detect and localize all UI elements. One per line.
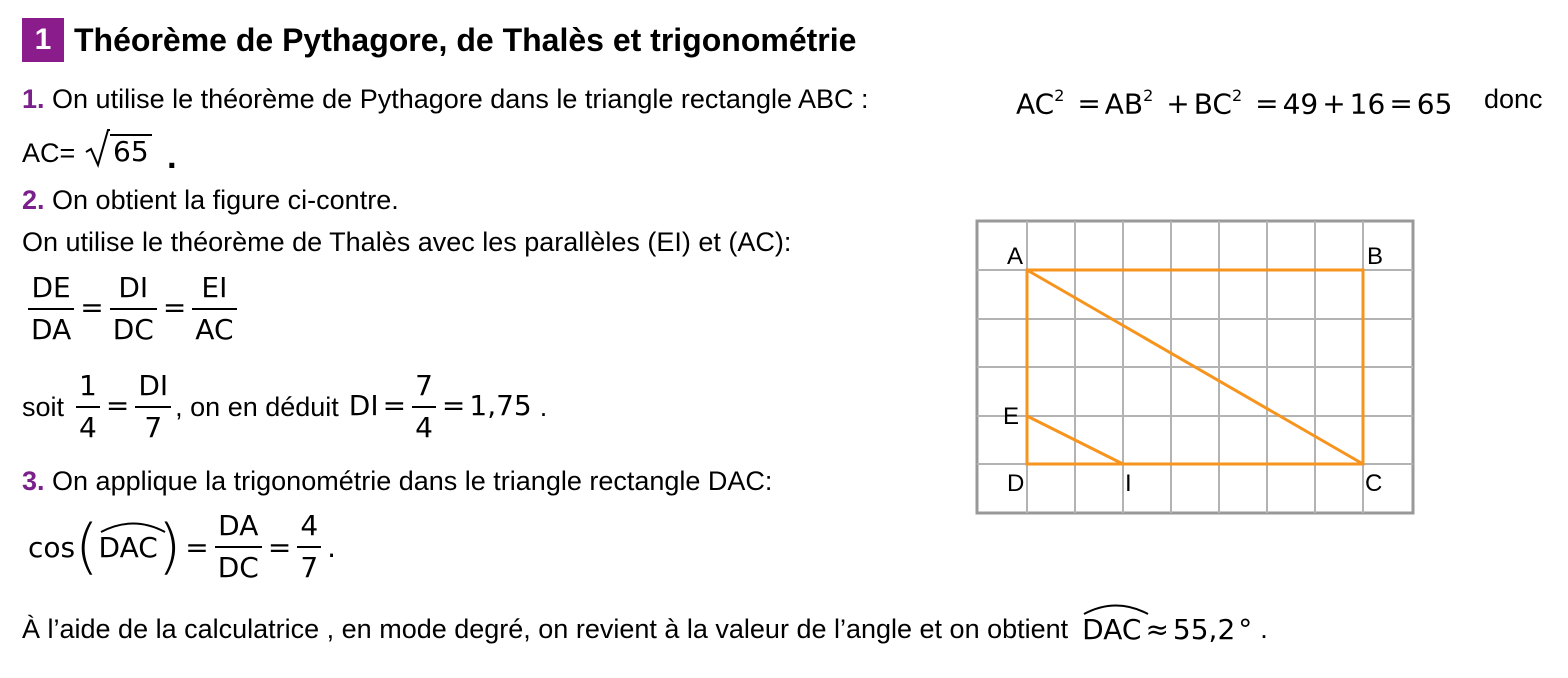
frac-den: 4 [79,411,97,444]
angle-dac-final [1082,613,1141,646]
frac-den: DC [217,551,259,584]
deduit-text: , on en déduit [175,392,339,422]
q1-bc: BC [1193,87,1232,121]
thales-subst: $\frac{1}{4}$ = $\frac{DI}{7}$ [74,366,173,448]
radical-sign-icon [84,128,110,168]
frac-den: 7 [300,551,319,584]
fraction-7-4 [412,366,436,448]
frac-num: DA [218,509,259,542]
sqrt-symbol [84,128,152,168]
q1-donc: donc [1484,84,1543,114]
q1-v1: 49 [1282,87,1319,121]
q1-sqrt [84,128,177,175]
sqrt-radicand: 65 [110,134,152,168]
q1-line2 [22,136,75,170]
label-b: B [1367,243,1384,270]
frac-den: DA [31,313,72,346]
frac-den: 4 [415,411,433,444]
section-number-badge: 1 [22,18,64,62]
q1-number: 1. [22,84,45,114]
angle-text: DAC [98,530,158,564]
q1-plus2: + [1322,87,1346,121]
q1-text: On utilise le théorème de Pythagore dans le triangle rectangle ABC : [44,84,869,114]
label-c: C [1365,470,1383,497]
q1-ab: AB [1104,87,1144,121]
q1-eq2: = [1255,87,1279,121]
q1-exp-bc: 2 [1232,86,1243,105]
thales-ratios: $\frac{DE}{DA}$ = $\frac{DI}{DC}$ = $\frac{EI}{AC}$ [26,268,239,350]
frac-den: 7 [144,411,163,444]
angle-value: 55,2 [1172,612,1236,646]
q4-end-dot: . [1260,614,1268,644]
conclusion-result [1082,613,1252,646]
cos-equation: cos ( DAC ) = $\frac{DA}{DC}$ = $\frac{4}{7}$ . [28,506,336,588]
frac-num: 1 [79,369,97,402]
q1-exp-ac: 2 [1054,86,1065,105]
q1-eq3: = [1389,87,1413,121]
label-e: E [1003,403,1020,430]
fraction-di-dc [110,268,157,350]
fraction-di-7 [135,366,171,448]
q2-end-dot: . [539,392,548,422]
q3-end-dot: . [327,530,337,564]
fraction-da-dc [215,506,262,588]
q2-text: On obtient la figure ci-contre. [44,185,399,215]
frac-den: AC [195,313,234,346]
frac-num: 4 [300,509,319,542]
frac-num: DI [118,271,149,304]
q1-ac-eq: AC= [22,138,76,168]
frac-num: EI [201,271,228,304]
geometry-figure [975,219,1415,520]
q1-plus1: + [1166,87,1190,121]
cos-label: cos [28,530,76,564]
frac-den: DC [112,313,154,346]
q1-eq1: = [1077,87,1101,121]
q1-exp-ab: 2 [1143,86,1154,105]
frac-num: DE [31,271,71,304]
grid-figure-svg [975,219,1415,515]
frac-num: DI [138,369,169,402]
soit-word: soit [22,392,65,422]
label-i: I [1125,470,1132,497]
label-a: A [1007,243,1024,270]
q3-line1 [22,464,772,498]
q1-ac: AC [1016,87,1055,121]
angle-hat-icon [1082,601,1150,615]
conclusion-line [22,612,1268,646]
q3-number: 3. [22,466,45,496]
fraction-4-7 [297,506,321,588]
paren-open: ( [75,512,99,582]
thales-result-line [22,366,547,448]
q1-v3: 65 [1416,87,1453,121]
q1-equation [1016,80,1452,122]
q1-v2: 16 [1349,87,1386,121]
di-value: 1,75 [469,389,532,422]
fraction-de-da [28,268,74,350]
angle-text: DAC [1082,612,1142,646]
di-label: DI [348,389,379,422]
q2-line1 [22,183,399,217]
degree-sign: ° [1238,612,1253,646]
fraction-ei-ac [192,268,236,350]
q1-end-dot: . [166,142,178,175]
angle-dac [99,531,158,564]
di-result: DI = $\frac{7}{4}$ = 1,75 [349,366,532,448]
fraction-1-4 [76,366,100,448]
q3-text: On applique la trigonométrie dans le triangle rectangle DAC: [44,466,773,496]
q1-line1 [22,82,869,116]
label-d: D [1007,470,1025,497]
q2-number: 2. [22,185,45,215]
section-title: Théorème de Pythagore, de Thalès et trigonométrie [74,22,857,58]
paren-close: ) [157,512,182,582]
frac-num: 7 [415,369,433,402]
q2-line2: On utilise le théorème de Thalès avec les parallèles (EI) et (AC): [22,227,792,257]
angle-hat-icon [99,519,167,533]
approx-sign: ≈ [1145,612,1169,646]
conclusion-text: À l’aide de la calculatrice , en mode degré, on revient à la valeur de l’angle et on obtient [22,614,1069,644]
